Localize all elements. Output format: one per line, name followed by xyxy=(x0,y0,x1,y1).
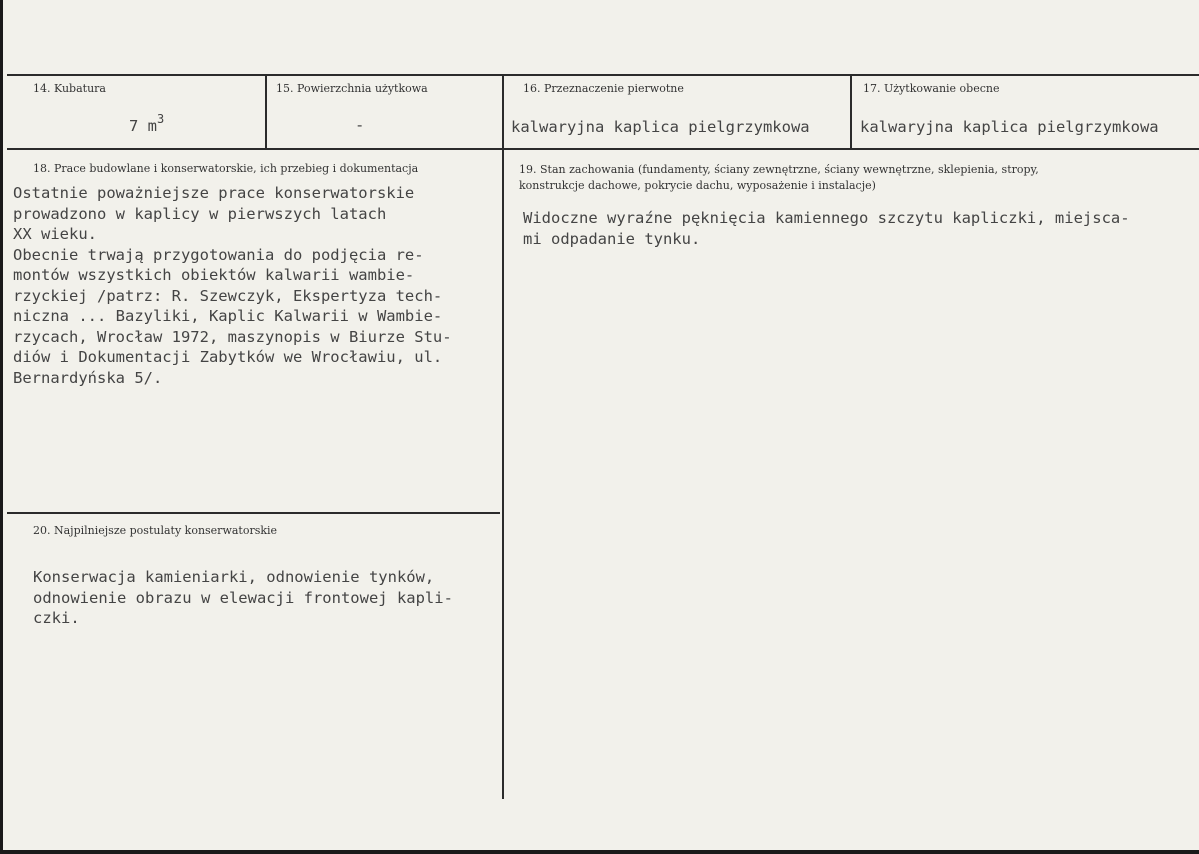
field-14-label: 14. Kubatura xyxy=(33,82,106,95)
field-16-value: kalwaryjna kaplica pielgrzymkowa xyxy=(511,118,810,136)
field-19-text xyxy=(523,208,1130,249)
text-line: montów wszystkich obiektów kalwarii wambie- xyxy=(13,266,415,284)
field-14-exponent: 3 xyxy=(157,112,165,126)
column-divider-2 xyxy=(502,75,504,799)
field-14-number: 7 m xyxy=(129,117,157,136)
field-18-text xyxy=(13,183,452,388)
field-16-label: 16. Przeznaczenie pierwotne xyxy=(523,82,684,95)
field-19-label-line-1: 19. Stan zachowania (fundamenty, ściany zewnętrzne, ściany wewnętrzne, sklepienia, stropy, xyxy=(519,163,1039,176)
text-line: Obecnie trwają przygotowania do podjęcia re- xyxy=(13,245,424,264)
field-18-label: 18. Prace budowlane i konserwatorskie, ich przebieg i dokumentacja xyxy=(33,162,419,175)
field-17-value: kalwaryjna kaplica pielgrzymkowa xyxy=(860,118,1159,136)
field-15-value: - xyxy=(355,116,365,134)
field-20-text xyxy=(33,567,453,629)
field-20-label: 20. Najpilniejsze postulaty konserwatorskie xyxy=(33,524,278,537)
field-20-top-rule xyxy=(7,512,500,514)
text-line: rzyckiej /patrz: R. Szewczyk, Ekspertyza tech- xyxy=(13,286,443,305)
text-line: Ostatnie poważniejsze prace konserwatorskie xyxy=(13,184,415,202)
field-17-label: 17. Użytkowanie obecne xyxy=(863,82,1000,95)
text-line: Widoczne wyraźne pęknięcia kamiennego szczytu kapliczki, miejsca- xyxy=(523,209,1130,227)
text-line: prowadzono w kaplicy w pierwszych latach xyxy=(13,204,387,223)
text-line: niczna ... Bazyliki, Kaplic Kalwarii w Wambie- xyxy=(13,307,443,325)
field-15-label: 15. Powierzchnia użytkowa xyxy=(276,82,428,95)
column-divider-1 xyxy=(265,75,267,149)
text-line: diów i Dokumentacji Zabytków we Wrocławiu, ul. xyxy=(13,348,443,366)
text-line: odnowienie obrazu w elewacji frontowej kapli- xyxy=(33,588,453,607)
field-19-label-line-2: konstrukcje dachowe, pokrycie dachu, wyposażenie i instalacje) xyxy=(519,179,876,192)
text-line: czki. xyxy=(33,609,80,627)
text-line: XX wieku. xyxy=(13,225,97,243)
text-line: rzycach, Wrocław 1972, maszynopis w Biurze Stu- xyxy=(13,327,452,346)
row-divider xyxy=(7,148,1199,150)
text-line: Konserwacja kamieniarki, odnowienie tynków, xyxy=(33,568,435,586)
text-line: mi odpadanie tynku. xyxy=(523,229,701,248)
field-14-value xyxy=(129,114,164,135)
top-rule xyxy=(7,74,1199,76)
text-line: Bernardyńska 5/. xyxy=(13,368,163,387)
column-divider-3 xyxy=(850,75,852,149)
